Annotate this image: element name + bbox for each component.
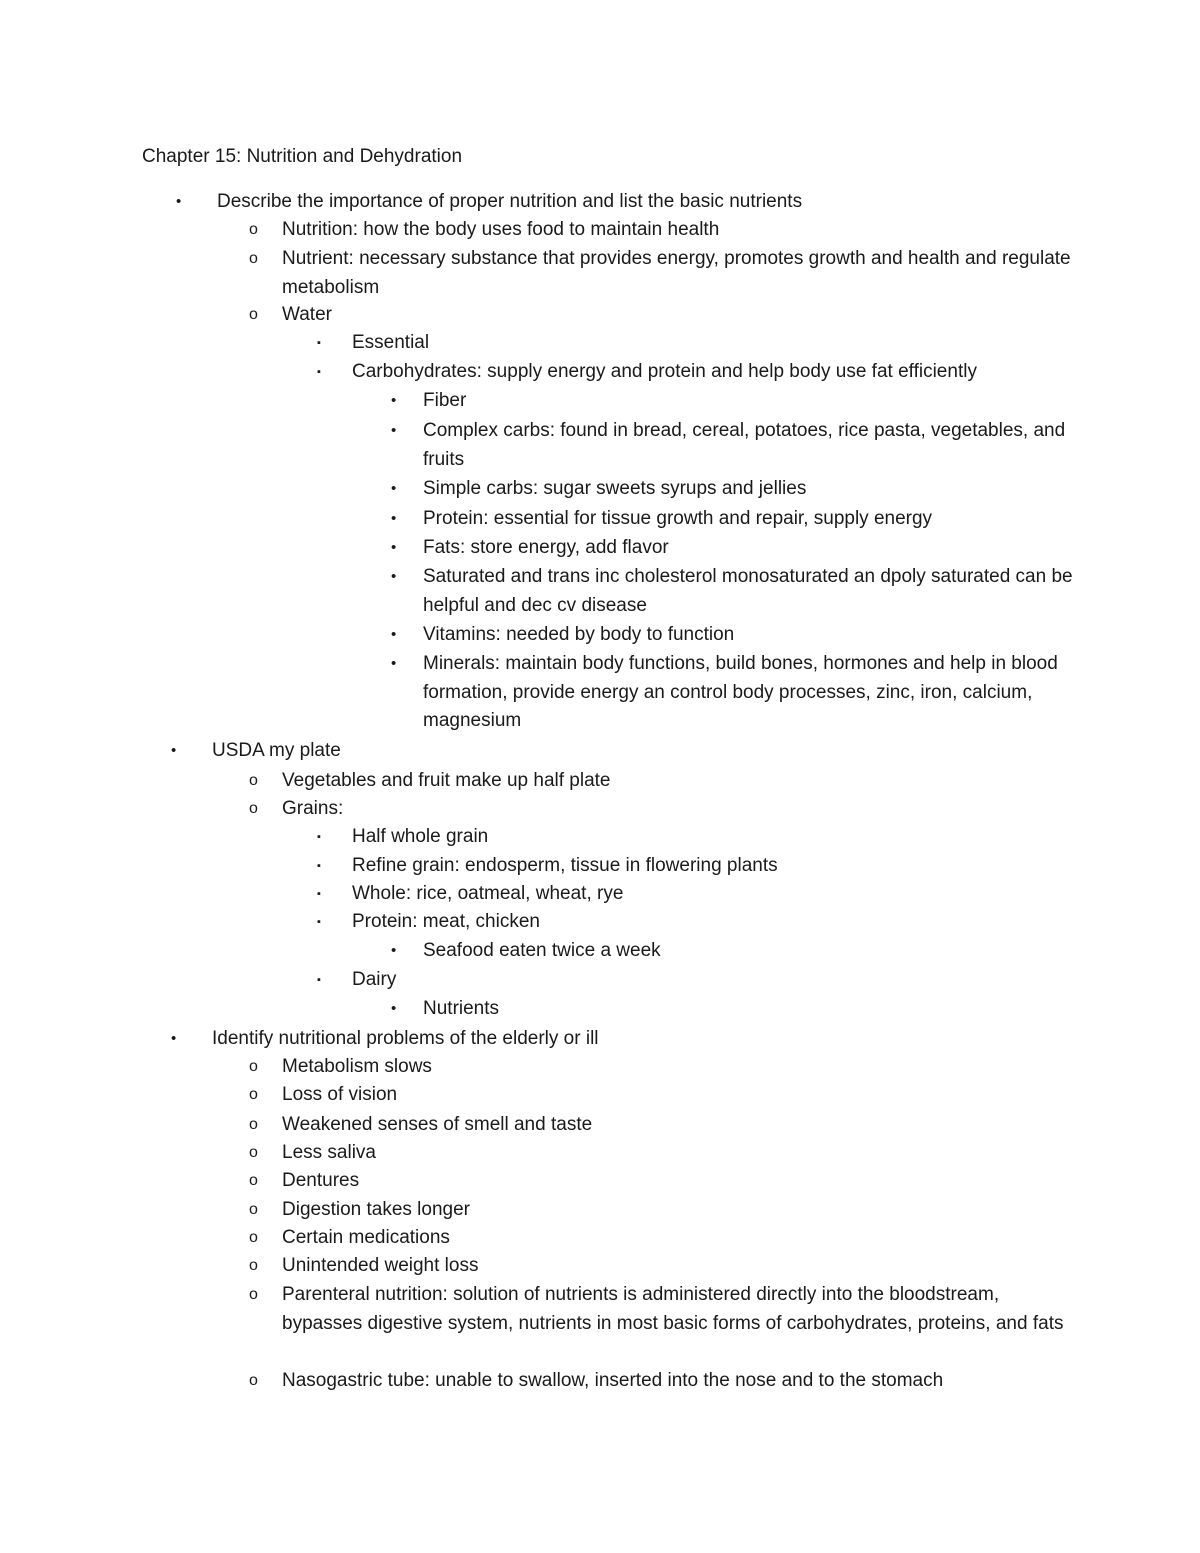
list-item-text: Water [282,304,332,325]
list-item [391,534,1083,563]
list-item [249,1053,1082,1082]
bullet-icon: o [249,800,258,817]
list-item [391,417,1083,474]
list-item-text: Carbohydrates: supply energy and protein and help body use fat efficiently [352,361,977,382]
bullet-icon: • [171,1030,177,1047]
list-item [171,737,1112,766]
bullet-icon: • [391,392,397,409]
list-item [317,358,1092,387]
list-item [249,1139,1082,1168]
bullet-icon: • [391,510,397,527]
bullet-icon: • [391,626,397,643]
list-item-text: Half whole grain [352,826,489,847]
list-item-text: Less saliva [282,1142,376,1163]
bullet-icon: • [391,942,397,959]
list-item-text: Describe the importance of proper nutrition and list the basic nutrients [217,191,803,212]
bullet-icon: ▪ [317,337,321,349]
list-item [249,795,1082,824]
list-item-text: Simple carbs: sugar sweets syrups and jellies [423,478,807,499]
bullet-icon: ▪ [317,916,321,928]
list-item-text: Grains: [282,798,344,819]
list-item-text: Weakened senses of smell and taste [282,1114,593,1135]
list-item [249,1081,1082,1110]
list-item-text: Minerals: maintain body functions, build bones, hormones and help in blood formation, provide energy an control body processes, zinc, iron, calcium, magnesium [423,653,1058,731]
bullet-icon: • [391,568,397,585]
list-item [249,767,1082,796]
list-item-text: Fats: store energy, add flavor [423,537,669,558]
list-item-text: Nutrient: necessary substance that provides energy, promotes growth and health and regulate metabolism [282,248,1071,298]
list-item-text: Dentures [282,1170,360,1191]
bullet-icon: o [249,306,258,323]
list-item [249,1281,1082,1338]
list-item [249,216,1082,245]
bullet-icon: ▪ [317,860,321,872]
list-item-text: Dairy [352,969,397,990]
list-item [391,563,1083,620]
list-item-text: Complex carbs: found in bread, cereal, potatoes, rice pasta, vegetables, and fruits [423,420,1066,470]
list-item [249,1367,1082,1396]
bullet-icon: • [391,480,397,497]
list-item-text: Metabolism slows [282,1056,432,1077]
list-item-text: Vitamins: needed by body to function [423,624,735,645]
bullet-icon: o [249,1116,258,1133]
list-item [317,880,1092,909]
list-item [171,1025,1112,1054]
bullet-icon: o [249,1144,258,1161]
bullet-icon: o [249,221,258,238]
bullet-icon: • [391,539,397,556]
list-item-text: Digestion takes longer [282,1199,470,1220]
list-item [249,245,1082,302]
list-item-text: Nutrition: how the body uses food to maintain health [282,219,720,240]
bullet-icon: o [249,1201,258,1218]
bullet-icon: ▪ [317,831,321,843]
list-item [249,1196,1082,1225]
bullet-icon: o [249,250,258,267]
list-item-text: Vegetables and fruit make up half plate [282,770,611,791]
list-item-text: Protein: essential for tissue growth and repair, supply energy [423,508,933,529]
list-item-text: Nutrients [423,998,500,1019]
list-item [249,1224,1082,1253]
list-item [249,1167,1082,1196]
list-item [317,852,1092,881]
list-item-text: Protein: meat, chicken [352,911,540,932]
bullet-icon: o [249,1286,258,1303]
list-item [317,908,1092,937]
list-item [391,475,1083,504]
list-item [391,387,1083,416]
bullet-icon: o [249,1229,258,1246]
list-item-text: Certain medications [282,1227,450,1248]
list-item-text: Whole: rice, oatmeal, wheat, rye [352,883,624,904]
list-item [391,621,1083,650]
list-item [249,1252,1082,1281]
list-item-text: Unintended weight loss [282,1255,479,1276]
list-item-text: USDA my plate [212,740,341,761]
bullet-icon: o [249,772,258,789]
list-item-text: Nasogastric tube: unable to swallow, inserted into the nose and to the stomach [282,1370,944,1391]
bullet-icon: o [249,1172,258,1189]
bullet-icon: • [391,655,397,672]
list-item-text: Seafood eaten twice a week [423,940,661,961]
list-item [176,188,1117,217]
list-item-text: Fiber [423,390,467,411]
list-item-text: Saturated and trans inc cholesterol monosaturated an dpoly saturated can be helpful and dec cv disease [423,566,1073,616]
bullet-icon: • [391,422,397,439]
bullet-icon: • [391,1000,397,1017]
bullet-icon: ▪ [317,366,321,378]
bullet-icon: o [249,1372,258,1389]
list-item [391,995,1083,1024]
list-item [317,329,1092,358]
bullet-icon: ▪ [317,974,321,986]
list-item-text: Parenteral nutrition: solution of nutrients is administered directly into the bloodstream, bypasses digestive system, nutrients in most basic forms of carbohydrates, proteins, and fats [282,1284,1064,1334]
list-item [391,505,1083,534]
list-item-text: Identify nutritional problems of the elderly or ill [212,1028,599,1049]
list-item [391,937,1083,966]
list-item-text: Loss of vision [282,1084,398,1105]
list-item [317,823,1092,852]
bullet-icon: o [249,1257,258,1274]
list-item-text: Essential [352,332,430,353]
list-item [391,650,1083,736]
list-item-text: Refine grain: endosperm, tissue in flowering plants [352,855,778,876]
bullet-icon: ▪ [317,888,321,900]
bullet-icon: o [249,1086,258,1103]
bullet-icon: • [171,742,177,759]
bullet-icon: • [176,193,182,210]
page-title: Chapter 15: Nutrition and Dehydration [142,146,463,167]
list-item [249,1111,1082,1140]
list-item [249,301,1082,330]
list-item [317,966,1092,995]
bullet-icon: o [249,1058,258,1075]
